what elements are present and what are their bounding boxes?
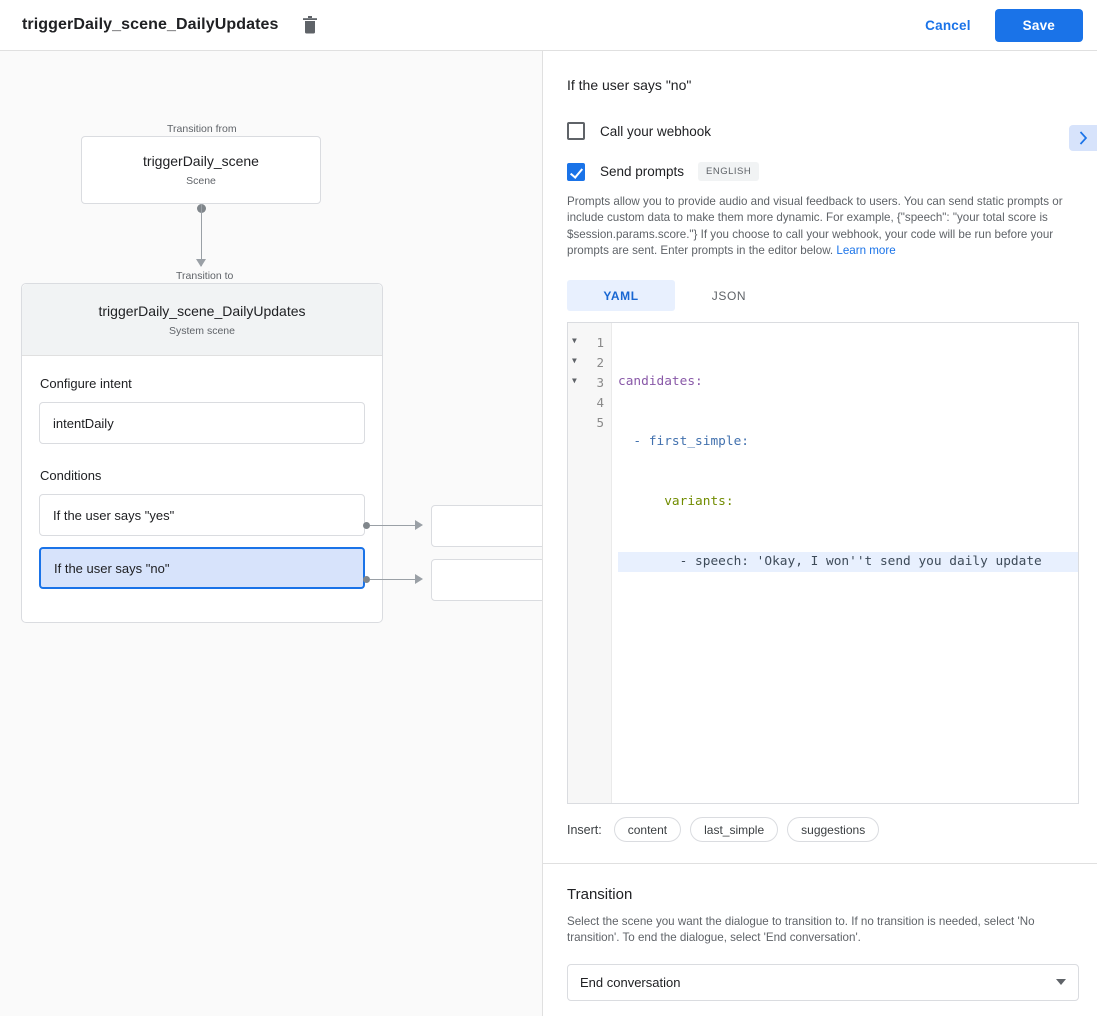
fold-arrow-icon[interactable]: ▼ bbox=[572, 356, 577, 366]
top-app-bar bbox=[0, 0, 1097, 51]
chevron-down-icon[interactable] bbox=[1056, 979, 1066, 985]
send-prompts-checkbox[interactable] bbox=[567, 163, 585, 181]
code-line: - first_simple: bbox=[618, 434, 749, 450]
gutter-line bbox=[568, 372, 611, 392]
insert-chip-suggestions[interactable]: suggestions bbox=[787, 817, 879, 842]
configure-intent-label: Configure intent bbox=[40, 376, 132, 391]
condition-chip-no[interactable]: If the user says "no" bbox=[39, 547, 365, 589]
panel-title: If the user says "no" bbox=[567, 77, 692, 93]
delete-icon[interactable] bbox=[297, 12, 323, 38]
node-transition-from[interactable] bbox=[81, 136, 321, 204]
gutter-line bbox=[568, 392, 611, 412]
node-from-subtitle: Scene bbox=[186, 175, 216, 187]
editor-code-area[interactable] bbox=[612, 323, 1078, 803]
prompts-description-text: Prompts allow you to provide audio and visual feedback to users. You can send static prompts or include custom data to make them more dynamic. For example, {"speech": "your total score is $session.params.score."} If you choose to call your webhook, your code will be run before your prompts are sent. Enter prompts in the editor below. bbox=[567, 195, 1063, 257]
webhook-label: Call your webhook bbox=[600, 123, 712, 139]
prompt-code-editor[interactable] bbox=[567, 322, 1079, 804]
code-line: candidates: bbox=[618, 374, 703, 390]
transition-select-value: End conversation bbox=[580, 974, 681, 990]
edge-vertical-line bbox=[201, 204, 202, 266]
condition-chip-yes[interactable]: If the user says "yes" bbox=[39, 494, 365, 536]
insert-label: Insert: bbox=[567, 822, 602, 837]
send-prompts-label: Send prompts bbox=[600, 164, 685, 179]
webhook-checkbox-row[interactable] bbox=[543, 122, 1097, 140]
intent-chip[interactable]: intentDaily bbox=[39, 402, 365, 444]
tab-json[interactable]: JSON bbox=[711, 288, 747, 303]
conditions-label: Conditions bbox=[40, 468, 102, 483]
code-line: - speech: 'Okay, I won''t send you daily update bbox=[618, 552, 1078, 572]
page-title: triggerDaily_scene_DailyUpdates bbox=[22, 16, 279, 33]
condition-no-edge-dot bbox=[363, 576, 370, 583]
insert-chip-content[interactable]: content bbox=[614, 817, 681, 842]
node-from-title: triggerDaily_scene bbox=[143, 153, 259, 169]
tab-yaml[interactable]: YAML bbox=[567, 280, 675, 311]
transition-description: Select the scene you want the dialogue to transition to. If no transition is needed, select 'No transition'. To end the dialogue, select 'End conversation'. bbox=[567, 915, 1035, 945]
insert-chip-last-simple[interactable]: last_simple bbox=[690, 817, 778, 842]
code-line: variants: bbox=[618, 494, 734, 510]
code-line bbox=[618, 612, 1078, 632]
condition-yes-arrow-icon bbox=[415, 520, 423, 530]
line-number: 5 bbox=[596, 414, 604, 430]
editor-format-tabs[interactable] bbox=[567, 280, 783, 311]
target-node-no[interactable] bbox=[431, 559, 543, 601]
transition-select[interactable] bbox=[567, 964, 1079, 1001]
gutter-line bbox=[568, 332, 611, 352]
line-number: 1 bbox=[596, 334, 604, 350]
node-to-header bbox=[22, 284, 382, 356]
transition-from-label: Transition from bbox=[163, 123, 241, 135]
section-divider bbox=[543, 863, 1097, 864]
insert-snippets-row bbox=[567, 817, 1073, 842]
target-node-yes[interactable] bbox=[431, 505, 543, 547]
learn-more-link[interactable]: Learn more bbox=[836, 243, 896, 257]
line-number: 3 bbox=[596, 374, 604, 390]
prompts-description bbox=[567, 194, 1075, 259]
details-panel bbox=[543, 51, 1097, 1016]
chevron-right-icon[interactable] bbox=[1069, 125, 1097, 151]
line-number: 4 bbox=[596, 394, 604, 410]
cancel-button[interactable]: Cancel bbox=[925, 17, 971, 33]
condition-no-arrow-icon bbox=[415, 574, 423, 584]
condition-no-edge-line bbox=[370, 579, 415, 580]
language-badge: ENGLISH bbox=[698, 162, 759, 181]
send-prompts-row[interactable] bbox=[543, 162, 1097, 181]
condition-yes-edge-line bbox=[370, 525, 415, 526]
transition-section-title: Transition bbox=[567, 886, 633, 904]
scene-graph-canvas[interactable] bbox=[0, 51, 543, 1016]
gutter-line bbox=[568, 412, 611, 432]
node-to-subtitle: System scene bbox=[169, 324, 235, 337]
gutter-line bbox=[568, 352, 611, 372]
node-to-title: triggerDaily_scene_DailyUpdates bbox=[98, 302, 306, 319]
condition-yes-edge-dot bbox=[363, 522, 370, 529]
main-content bbox=[0, 51, 1097, 1016]
line-number: 2 bbox=[596, 354, 604, 370]
webhook-checkbox[interactable] bbox=[567, 122, 585, 140]
panel-header bbox=[543, 51, 1097, 93]
save-button[interactable]: Save bbox=[995, 9, 1083, 42]
transition-to-label: Transition to bbox=[172, 270, 237, 282]
editor-gutter bbox=[568, 323, 612, 803]
edge-arrow-down-icon bbox=[196, 259, 206, 267]
fold-arrow-icon[interactable]: ▼ bbox=[572, 376, 577, 386]
node-transition-to[interactable] bbox=[21, 283, 383, 623]
fold-arrow-icon[interactable]: ▼ bbox=[572, 336, 577, 346]
